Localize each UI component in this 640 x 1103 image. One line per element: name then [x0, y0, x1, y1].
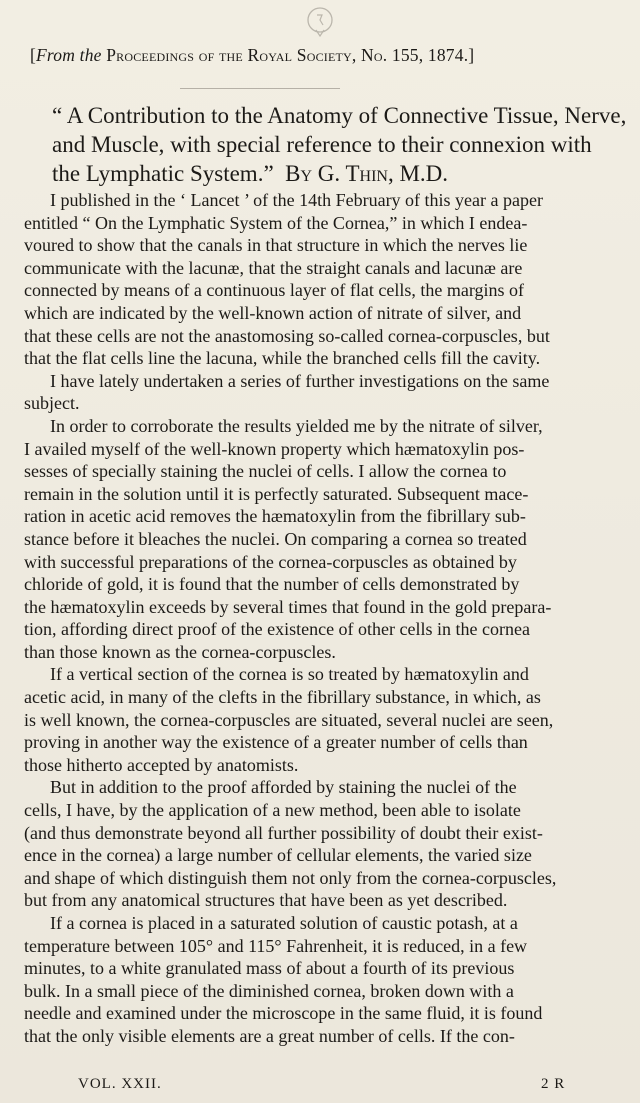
body-line: but from any anatomical structures that have been as yet described.: [24, 890, 508, 911]
body-line: entitled “ On the Lymphatic System of the Cornea,” in which I endea-: [24, 212, 528, 233]
body-line: ration in acetic acid removes the hæmatoxylin from the fibrillary sub-: [24, 506, 526, 527]
header-source: From the: [36, 45, 102, 65]
body-line: (and thus demonstrate beyond all further possibility of doubt their exist-: [24, 822, 543, 843]
body-text: [24, 189, 624, 1048]
body-line: sesses of specially staining the nuclei of cells. I allow the cornea to: [24, 461, 507, 482]
signature-mark: 2 R: [541, 1076, 566, 1092]
body-line: In order to corroborate the results yielded me by the nitrate of silver,: [50, 415, 543, 436]
title-line-1: “ A Contribution to the Anatomy of Connective Tissue, Nerve,: [52, 103, 627, 128]
body-line: acetic acid, in many of the clefts in the fibrillary substance, in which, as: [24, 687, 541, 708]
body-line: than those known as the cornea-corpuscles.: [24, 641, 336, 662]
body-line: proving in another way the existence of a greater number of cells than: [24, 732, 528, 753]
body-line: remain in the solution until it is perfectly saturated. Subsequent mace-: [24, 483, 529, 504]
body-line: that these cells are not the anastomosing so-called cornea-corpuscles, but: [24, 325, 550, 346]
body-line: is well known, the cornea-corpuscles are situated, several nuclei are seen,: [24, 709, 554, 730]
body-line: needle and examined under the microscope in the same fluid, it is found: [24, 1003, 543, 1024]
body-line: ence in the cornea) a large number of cellular elements, the varied size: [24, 845, 532, 866]
body-line: But in addition to the proof afforded by staining the nuclei of the: [50, 777, 517, 798]
body-line: subject.: [24, 393, 80, 414]
body-line: and shape of which distinguish them not only from the cornea-corpuscles,: [24, 867, 557, 888]
body-line: that the flat cells line the lacuna, while the branched cells fill the cavity.: [24, 348, 541, 369]
body-line: stance before it bleaches the nuclei. On comparing a cornea so treated: [24, 528, 527, 549]
body-line: I have lately undertaken a series of further investigations on the same: [50, 370, 550, 391]
header-open-bracket: [: [30, 45, 37, 65]
body-line: bulk. In a small piece of the diminished cornea, broken down with a: [24, 980, 514, 1001]
library-stamp-icon: [303, 3, 337, 37]
body-line: connected by means of a continuous layer of flat cells, the margins of: [24, 280, 525, 301]
body-line: with successful preparations of the cornea-corpuscles as obtained by: [24, 551, 517, 572]
body-line: tion, affording direct proof of the existence of other cells in the cornea: [24, 619, 530, 640]
body-line: communicate with the lacunæ, that the straight canals and lacunæ are: [24, 257, 523, 278]
header-close-bracket: ]: [468, 45, 475, 65]
body-line: I published in the ‘ Lancet ’ of the 14th February of this year a paper: [50, 190, 543, 210]
body-line: If a cornea is placed in a saturated solution of caustic potash, at a: [50, 913, 518, 933]
volume-label: VOL. XXII.: [78, 1076, 162, 1092]
body-line: minutes, to a white granulated mass of about a fourth of its previous: [24, 958, 515, 979]
body-line: those hitherto accepted by anatomists.: [24, 754, 299, 775]
author-byline: By G. Thin, M.D.: [285, 161, 449, 186]
body-line: If a vertical section of the cornea is so treated by hæmatoxylin and: [50, 664, 529, 685]
body-line: voured to show that the canals in that structure in which the nerves lie: [24, 235, 528, 256]
journal-header: [30, 44, 620, 66]
body-line: the hæmatoxylin exceeds by several times that found in the gold prepara-: [24, 596, 552, 617]
body-line: temperature between 105° and 115° Fahrenheit, it is reduced, in a few: [24, 935, 528, 956]
body-line: which are indicated by the well-known action of nitrate of silver, and: [24, 302, 522, 323]
stamp-graphic: [303, 3, 337, 37]
body-line: chloride of gold, it is found that the number of cells demonstrated by: [24, 574, 520, 595]
body-line: that the only visible elements are a great number of cells. If the con-: [24, 1025, 515, 1046]
header-proceedings: Proceedings of the Royal Society, No. 155, 1874.: [106, 45, 469, 65]
title-line-3: [52, 159, 624, 188]
title-line-3-text: the Lymphatic System.”: [52, 161, 274, 186]
body-line: I availed myself of the well-known property which hæmatoxylin pos-: [24, 438, 525, 459]
paper-title: [52, 101, 627, 188]
body-line: cells, I have, by the application of a new method, been able to isolate: [24, 800, 521, 821]
header-rule: [180, 88, 340, 89]
title-line-2: and Muscle, with special reference to their connexion with: [52, 132, 592, 157]
